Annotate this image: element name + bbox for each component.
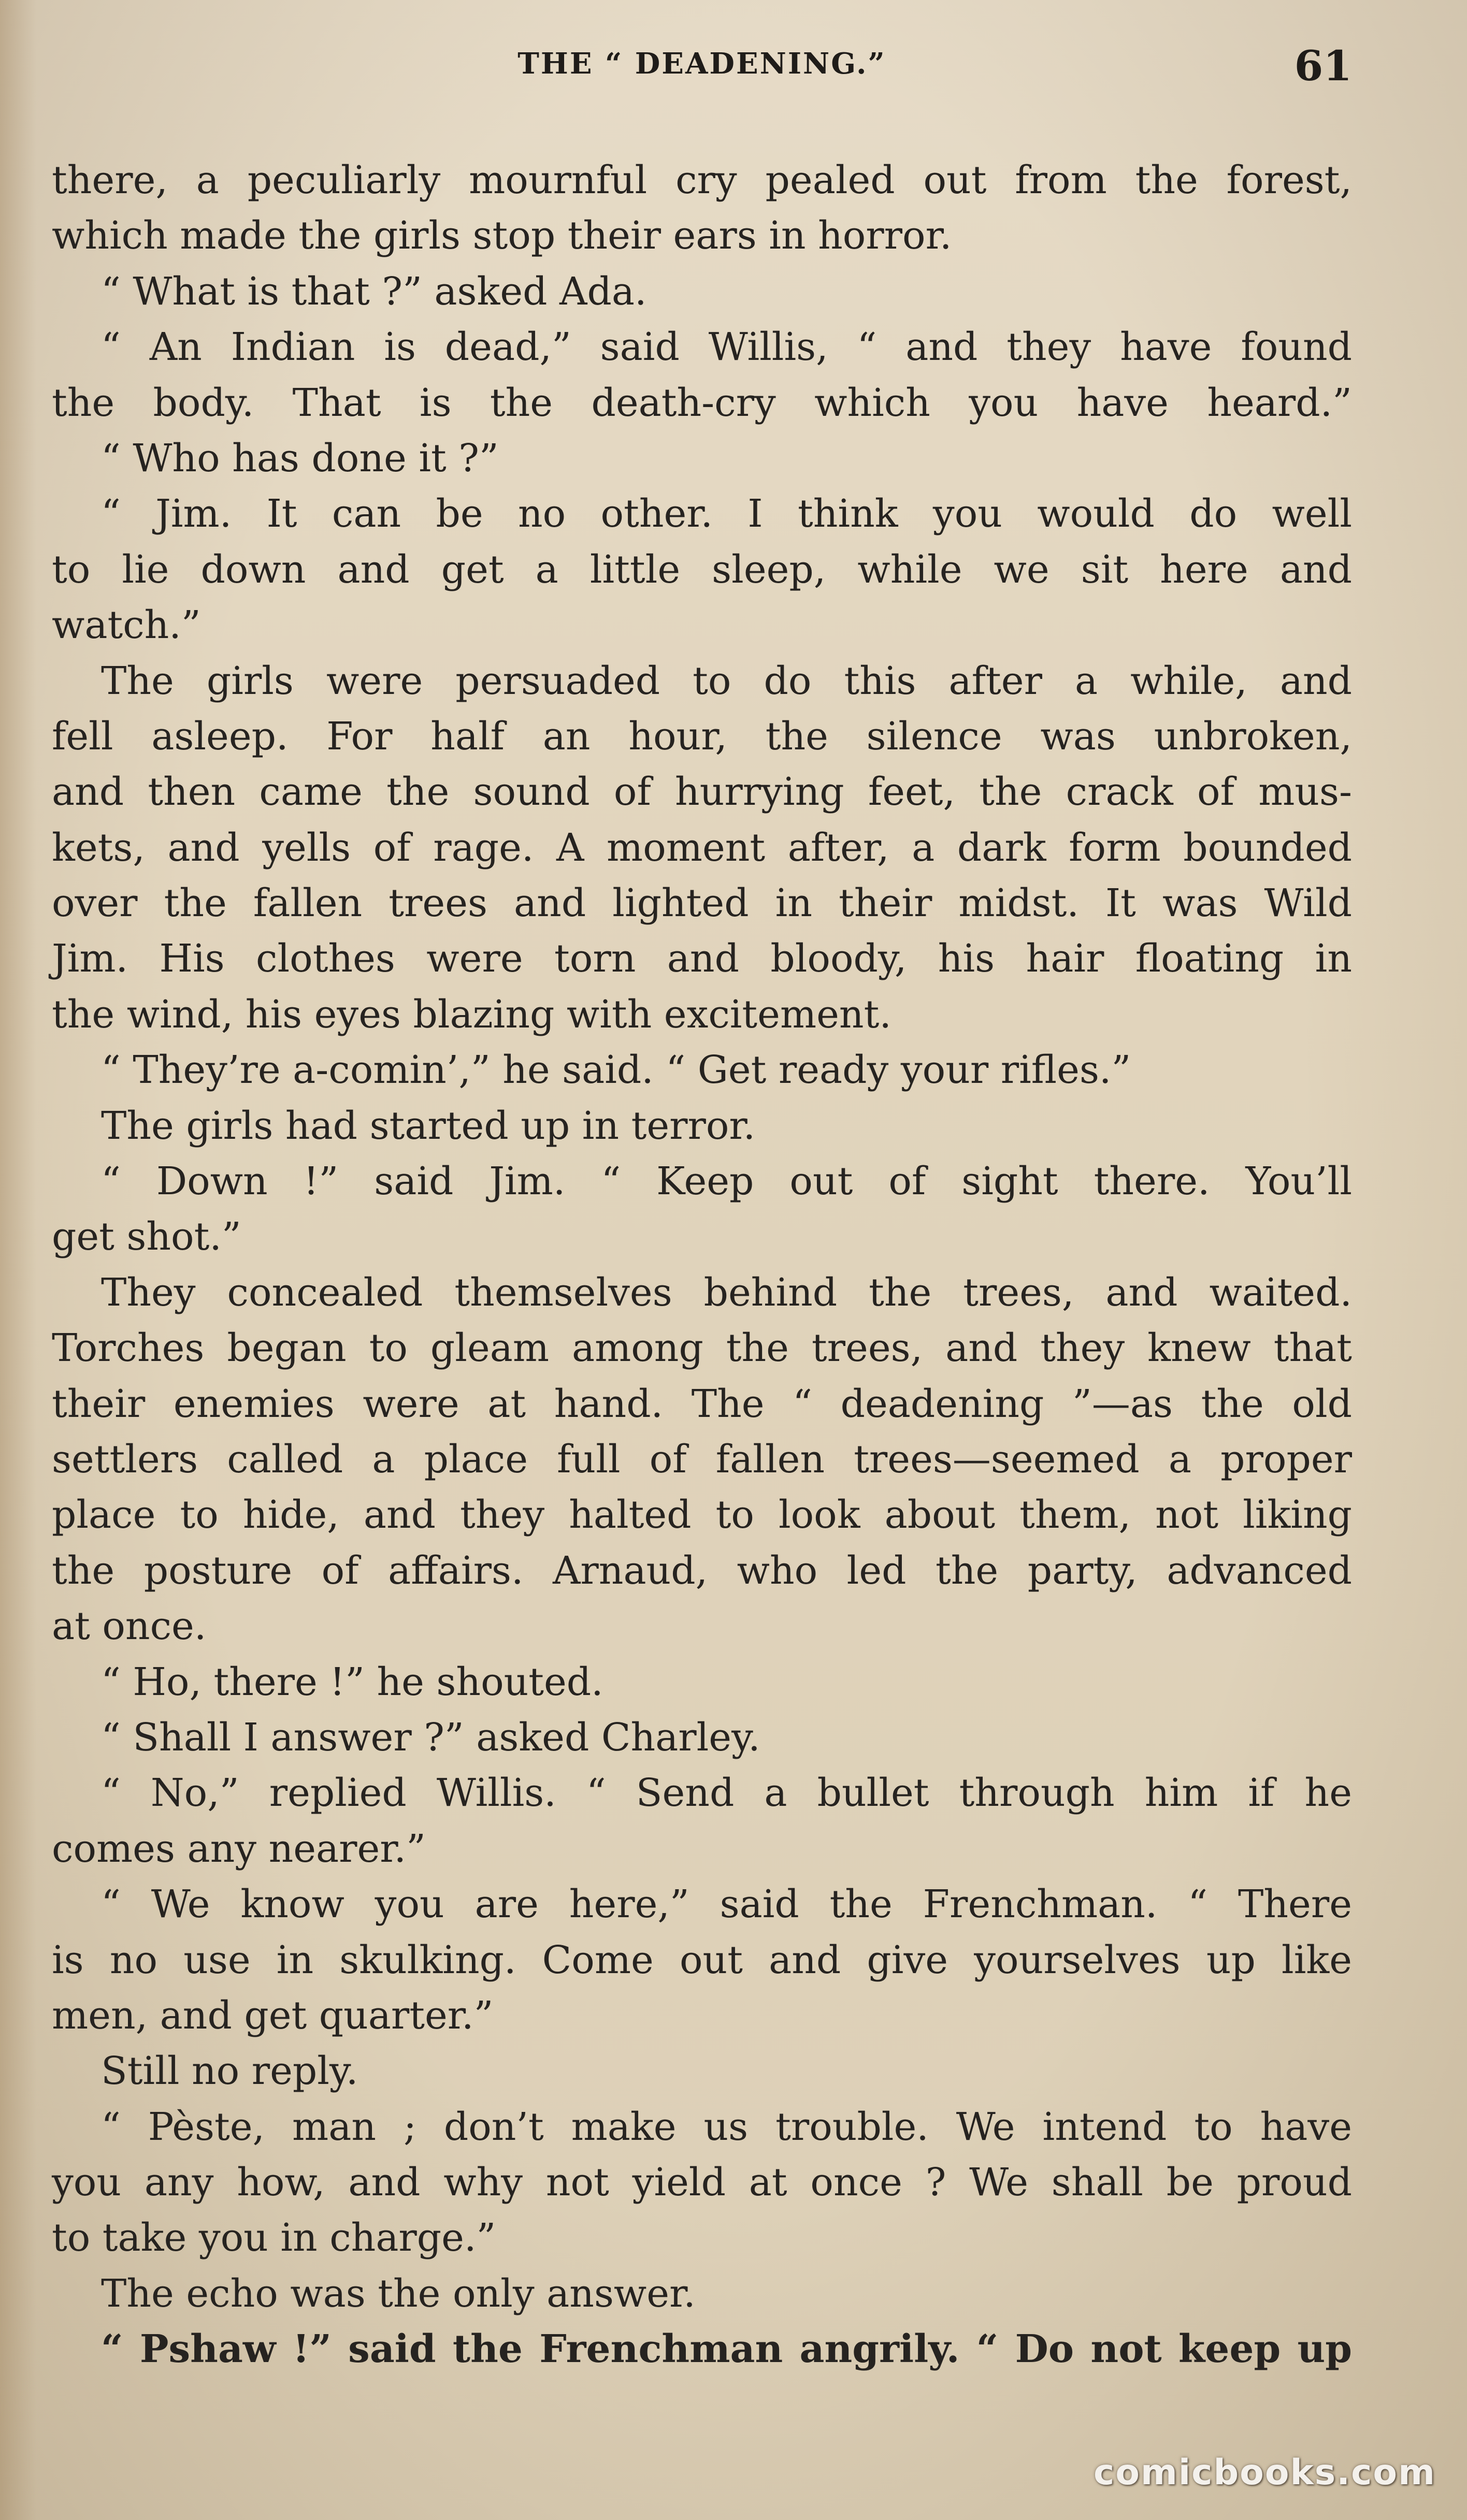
- text-line: there, a peculiarly mournful cry pealed out from the forest,: [52, 158, 1352, 202]
- page-header: [52, 41, 1352, 109]
- text-line: “ What is that ?” asked Ada.: [101, 269, 647, 314]
- text-line: “ An Indian is dead,” said Willis, “ and they have found: [101, 325, 1352, 370]
- text-line: The girls were persuaded to do this after a while, and: [101, 658, 1352, 703]
- text-line: fell asleep. For half an hour, the silence was unbroken,: [52, 714, 1352, 759]
- running-head: THE “ DEADENING.”: [517, 47, 886, 81]
- page-number: 61: [1294, 41, 1352, 90]
- text-line: “ Ho, there !” he shouted.: [101, 1659, 603, 1704]
- watermark: comicbooks.com: [1093, 2452, 1436, 2493]
- text-line: “ No,” replied Willis. “ Send a bullet through him if he: [101, 1771, 1352, 1816]
- text-line: the posture of affairs. Arnaud, who led the party, advanced: [52, 1548, 1352, 1593]
- text-line: their enemies were at hand. The “ deadening ”—as the old: [52, 1381, 1352, 1426]
- text-line: kets, and yells of rage. A moment after, a dark form bounded: [52, 825, 1352, 870]
- text-line: They concealed themselves behind the trees, and waited.: [101, 1270, 1352, 1315]
- text-line: the body. That is the death-cry which you have heard.”: [52, 380, 1352, 425]
- text-line: over the fallen trees and lighted in their midst. It was Wild: [52, 881, 1352, 926]
- text-line: to lie down and get a little sleep, while we sit here and: [52, 547, 1352, 592]
- page-gutter-shadow: [0, 0, 36, 2520]
- text-line: is no use in skulking. Come out and give yourselves up like: [52, 1937, 1352, 1982]
- text-line: get shot.”: [52, 1214, 241, 1259]
- body-text: [52, 153, 1352, 2378]
- text-line: “ We know you are here,” said the Frenchman. “ There: [101, 1882, 1352, 1927]
- text-line: “ Shall I answer ?” asked Charley.: [101, 1715, 760, 1760]
- text-line: you any how, and why not yield at once ? We shall be proud: [52, 2160, 1352, 2205]
- text-line: Jim. His clothes were torn and bloody, his hair floating in: [52, 936, 1352, 981]
- text-line: “ Who has done it ?”: [101, 436, 499, 481]
- text-line: “ They’re a-comin’,” he said. “ Get ready your rifles.”: [101, 1048, 1131, 1093]
- text-line: The girls had started up in terror.: [101, 1103, 756, 1148]
- text-line: Torches began to gleam among the trees, and they knew that: [52, 1326, 1352, 1371]
- text-line: men, and get quarter.”: [52, 1993, 494, 2038]
- text-line: Still no reply.: [101, 2049, 358, 2094]
- text-line: the wind, his eyes blazing with excitement.: [52, 992, 891, 1037]
- text-line: The echo was the only answer.: [101, 2271, 696, 2316]
- text-line: which made the girls stop their ears in horror.: [52, 213, 952, 258]
- text-line: watch.”: [52, 603, 201, 648]
- text-line: and then came the sound of hurrying feet, the crack of mus-: [52, 770, 1352, 815]
- text-line: to take you in charge.”: [52, 2215, 496, 2261]
- text-line: “ Pshaw !” said the Frenchman angrily. “ Do not keep up: [101, 2327, 1352, 2372]
- text-line: “ Pèste, man ; don’t make us trouble. We intend to have: [101, 2104, 1352, 2149]
- text-line: place to hide, and they halted to look about them, not liking: [52, 1493, 1352, 1538]
- text-line: comes any nearer.”: [52, 1826, 426, 1871]
- text-line: settlers called a place full of fallen trees—seemed a proper: [52, 1437, 1352, 1482]
- text-line: “ Down !” said Jim. “ Keep out of sight there. You’ll: [101, 1159, 1352, 1204]
- text-line: “ Jim. It can be no other. I think you would do well: [101, 491, 1352, 537]
- text-line: at once.: [52, 1604, 207, 1649]
